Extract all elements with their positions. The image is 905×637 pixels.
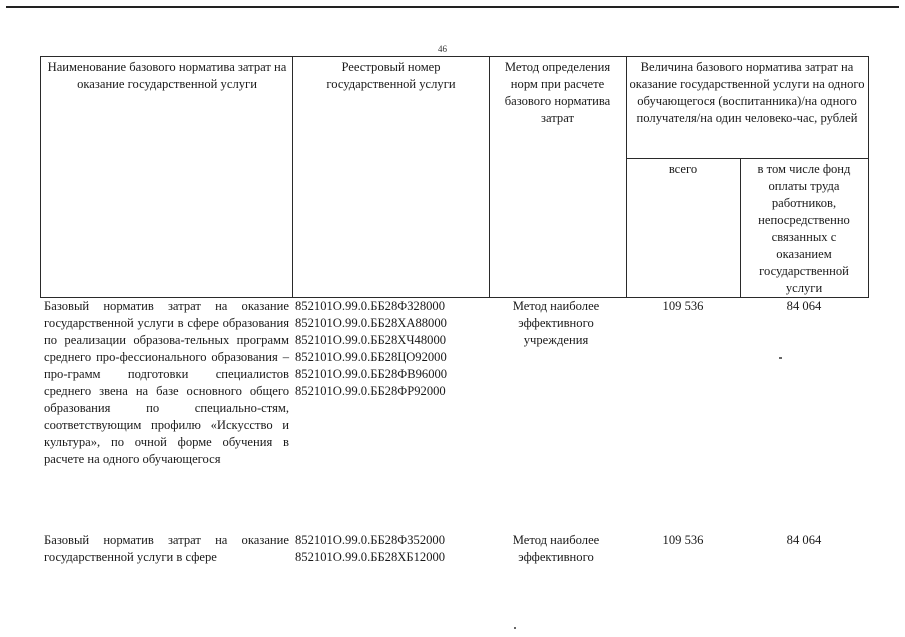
header-registry: Реестровый номер государственной услуги xyxy=(326,60,456,91)
row-including: 84 064 xyxy=(786,533,822,547)
header-value-group: Величина базового норматива затрат на оказание государственной услуги на одного обучающегося (воспитанника)/на одного получателя/на один человеко-час, рублей xyxy=(629,60,865,125)
row-name: Базовый норматив затрат на оказание государственной услуги в сфере xyxy=(44,533,289,564)
header-method: Метод определения норм при расчете базового норматива затрат xyxy=(504,60,611,125)
row-name: Базовый норматив затрат на оказание государственной услуги в сфере образования по реализации образова-тельных программ среднего про-фессионального образования – про-грамм подготовки специалистов среднего звена на базе основного общего образования по специально-стям, соответствующим профилю «Искусство и культура», по очной форме обучения в расчете на одного обучающегося xyxy=(44,299,289,466)
scan-speck xyxy=(779,357,782,359)
row-total: 109 536 xyxy=(662,299,704,313)
scan-border-line xyxy=(6,6,899,8)
registry-code: 852101О.99.0.ББ28ФЗ52000 xyxy=(295,533,446,547)
row-including: 84 064 xyxy=(786,299,822,313)
header-including: в том числе фонд оплаты труда работников, непосредственно связанных с оказанием государственной услуги xyxy=(757,162,851,295)
registry-code: 852101О.99.0.ББ28ФР92000 xyxy=(295,384,446,398)
registry-code: 852101О.99.0.ББ28ФВ96000 xyxy=(295,367,448,381)
row-codes xyxy=(295,532,490,566)
row-total: 109 536 xyxy=(662,533,704,547)
row-method: Метод наиболее эффективного учреждения xyxy=(512,299,600,347)
registry-code: 852101О.99.0.ББ28ЦО92000 xyxy=(295,350,447,364)
page-number: 46 xyxy=(438,44,447,54)
registry-code: 852101О.99.0.ББ28ХЧ48000 xyxy=(295,333,447,347)
registry-code: 852101О.99.0.ББ28ФЗ28000 xyxy=(295,299,446,313)
row-codes xyxy=(295,298,490,400)
header-name: Наименование базового норматива затрат на оказание государственной услуги xyxy=(47,60,287,91)
registry-code: 852101О.99.0.ББ28ХА88000 xyxy=(295,316,447,330)
row-method: Метод наиболее эффективного xyxy=(512,533,600,564)
scan-speck xyxy=(514,627,516,629)
header-total: всего xyxy=(668,162,698,176)
registry-code: 852101О.99.0.ББ28ХБ12000 xyxy=(295,550,446,564)
